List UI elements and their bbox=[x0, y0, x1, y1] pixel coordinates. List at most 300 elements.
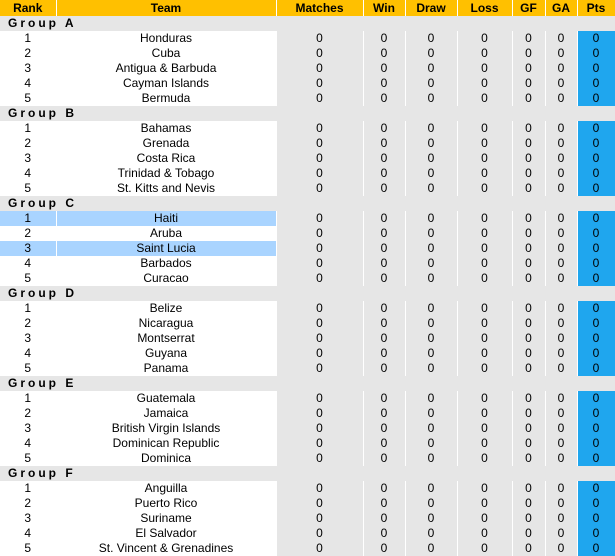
group-title: Group C bbox=[0, 196, 615, 211]
cell-ga: 0 bbox=[545, 181, 577, 196]
cell-matches: 0 bbox=[276, 271, 363, 286]
cell-pts: 0 bbox=[577, 61, 615, 76]
cell-draw: 0 bbox=[405, 61, 457, 76]
group-header-row bbox=[0, 196, 615, 211]
cell-matches: 0 bbox=[276, 421, 363, 436]
cell-team: Bermuda bbox=[56, 91, 276, 106]
table-row bbox=[0, 76, 615, 91]
cell-ga: 0 bbox=[545, 301, 577, 316]
cell-matches: 0 bbox=[276, 451, 363, 466]
cell-matches: 0 bbox=[276, 121, 363, 136]
cell-draw: 0 bbox=[405, 361, 457, 376]
cell-draw: 0 bbox=[405, 301, 457, 316]
cell-ga: 0 bbox=[545, 91, 577, 106]
cell-team: Antigua & Barbuda bbox=[56, 61, 276, 76]
cell-loss: 0 bbox=[457, 526, 512, 541]
cell-pts: 0 bbox=[577, 211, 615, 226]
cell-matches: 0 bbox=[276, 241, 363, 256]
header-matches: Matches bbox=[276, 0, 363, 16]
cell-pts: 0 bbox=[577, 541, 615, 556]
cell-matches: 0 bbox=[276, 211, 363, 226]
cell-win: 0 bbox=[363, 226, 405, 241]
cell-team: British Virgin Islands bbox=[56, 421, 276, 436]
cell-win: 0 bbox=[363, 406, 405, 421]
cell-win: 0 bbox=[363, 496, 405, 511]
cell-pts: 0 bbox=[577, 46, 615, 61]
table-row bbox=[0, 256, 615, 271]
cell-team: Jamaica bbox=[56, 406, 276, 421]
cell-win: 0 bbox=[363, 361, 405, 376]
group-header-row bbox=[0, 16, 615, 31]
cell-ga: 0 bbox=[545, 361, 577, 376]
cell-matches: 0 bbox=[276, 46, 363, 61]
cell-team: Grenada bbox=[56, 136, 276, 151]
cell-team: Nicaragua bbox=[56, 316, 276, 331]
cell-team: St. Vincent & Grenadines bbox=[56, 541, 276, 556]
cell-win: 0 bbox=[363, 31, 405, 46]
cell-pts: 0 bbox=[577, 331, 615, 346]
cell-draw: 0 bbox=[405, 511, 457, 526]
cell-team: St. Kitts and Nevis bbox=[56, 181, 276, 196]
cell-win: 0 bbox=[363, 241, 405, 256]
cell-ga: 0 bbox=[545, 46, 577, 61]
cell-win: 0 bbox=[363, 271, 405, 286]
cell-loss: 0 bbox=[457, 226, 512, 241]
table-row bbox=[0, 301, 615, 316]
cell-loss: 0 bbox=[457, 121, 512, 136]
cell-ga: 0 bbox=[545, 316, 577, 331]
header-rank: Rank bbox=[0, 0, 56, 16]
cell-ga: 0 bbox=[545, 211, 577, 226]
cell-draw: 0 bbox=[405, 136, 457, 151]
cell-ga: 0 bbox=[545, 31, 577, 46]
cell-draw: 0 bbox=[405, 496, 457, 511]
cell-team: Puerto Rico bbox=[56, 496, 276, 511]
cell-draw: 0 bbox=[405, 526, 457, 541]
cell-matches: 0 bbox=[276, 331, 363, 346]
cell-draw: 0 bbox=[405, 121, 457, 136]
cell-matches: 0 bbox=[276, 166, 363, 181]
cell-matches: 0 bbox=[276, 181, 363, 196]
cell-matches: 0 bbox=[276, 136, 363, 151]
cell-pts: 0 bbox=[577, 256, 615, 271]
cell-draw: 0 bbox=[405, 31, 457, 46]
cell-rank: 4 bbox=[0, 166, 56, 181]
cell-rank: 3 bbox=[0, 511, 56, 526]
cell-loss: 0 bbox=[457, 301, 512, 316]
cell-win: 0 bbox=[363, 421, 405, 436]
cell-rank: 5 bbox=[0, 361, 56, 376]
cell-loss: 0 bbox=[457, 316, 512, 331]
cell-matches: 0 bbox=[276, 91, 363, 106]
table-row bbox=[0, 46, 615, 61]
cell-ga: 0 bbox=[545, 331, 577, 346]
cell-matches: 0 bbox=[276, 61, 363, 76]
cell-rank: 4 bbox=[0, 76, 56, 91]
cell-rank: 1 bbox=[0, 211, 56, 226]
table-row bbox=[0, 121, 615, 136]
cell-ga: 0 bbox=[545, 241, 577, 256]
cell-ga: 0 bbox=[545, 256, 577, 271]
table-row bbox=[0, 226, 615, 241]
cell-ga: 0 bbox=[545, 496, 577, 511]
cell-pts: 0 bbox=[577, 526, 615, 541]
group-header-row bbox=[0, 106, 615, 121]
cell-win: 0 bbox=[363, 61, 405, 76]
cell-pts: 0 bbox=[577, 436, 615, 451]
cell-gf: 0 bbox=[512, 526, 545, 541]
cell-rank: 1 bbox=[0, 121, 56, 136]
cell-ga: 0 bbox=[545, 151, 577, 166]
cell-loss: 0 bbox=[457, 61, 512, 76]
cell-matches: 0 bbox=[276, 31, 363, 46]
cell-pts: 0 bbox=[577, 481, 615, 496]
cell-ga: 0 bbox=[545, 226, 577, 241]
cell-team: Dominica bbox=[56, 451, 276, 466]
cell-team: Aruba bbox=[56, 226, 276, 241]
table-row bbox=[0, 166, 615, 181]
cell-rank: 1 bbox=[0, 481, 56, 496]
cell-ga: 0 bbox=[545, 136, 577, 151]
cell-gf: 0 bbox=[512, 481, 545, 496]
cell-draw: 0 bbox=[405, 541, 457, 556]
table-row bbox=[0, 151, 615, 166]
cell-draw: 0 bbox=[405, 271, 457, 286]
cell-win: 0 bbox=[363, 136, 405, 151]
table-row bbox=[0, 406, 615, 421]
cell-pts: 0 bbox=[577, 511, 615, 526]
cell-gf: 0 bbox=[512, 421, 545, 436]
cell-rank: 2 bbox=[0, 136, 56, 151]
cell-draw: 0 bbox=[405, 436, 457, 451]
cell-rank: 1 bbox=[0, 31, 56, 46]
cell-loss: 0 bbox=[457, 436, 512, 451]
cell-gf: 0 bbox=[512, 61, 545, 76]
cell-gf: 0 bbox=[512, 331, 545, 346]
cell-draw: 0 bbox=[405, 76, 457, 91]
cell-pts: 0 bbox=[577, 166, 615, 181]
cell-ga: 0 bbox=[545, 406, 577, 421]
cell-ga: 0 bbox=[545, 391, 577, 406]
header-win: Win bbox=[363, 0, 405, 16]
cell-draw: 0 bbox=[405, 226, 457, 241]
cell-rank: 5 bbox=[0, 181, 56, 196]
header-loss: Loss bbox=[457, 0, 512, 16]
cell-matches: 0 bbox=[276, 481, 363, 496]
table-header-row bbox=[0, 0, 615, 16]
cell-gf: 0 bbox=[512, 391, 545, 406]
table-row bbox=[0, 136, 615, 151]
standings-body bbox=[0, 16, 615, 556]
cell-pts: 0 bbox=[577, 361, 615, 376]
table-row bbox=[0, 526, 615, 541]
cell-rank: 5 bbox=[0, 451, 56, 466]
cell-ga: 0 bbox=[545, 61, 577, 76]
cell-draw: 0 bbox=[405, 166, 457, 181]
cell-rank: 4 bbox=[0, 346, 56, 361]
cell-pts: 0 bbox=[577, 241, 615, 256]
cell-win: 0 bbox=[363, 151, 405, 166]
cell-win: 0 bbox=[363, 541, 405, 556]
cell-gf: 0 bbox=[512, 181, 545, 196]
cell-win: 0 bbox=[363, 391, 405, 406]
cell-loss: 0 bbox=[457, 541, 512, 556]
cell-ga: 0 bbox=[545, 121, 577, 136]
cell-gf: 0 bbox=[512, 226, 545, 241]
cell-gf: 0 bbox=[512, 436, 545, 451]
cell-gf: 0 bbox=[512, 46, 545, 61]
header-pts: Pts bbox=[577, 0, 615, 16]
cell-draw: 0 bbox=[405, 91, 457, 106]
cell-win: 0 bbox=[363, 166, 405, 181]
cell-ga: 0 bbox=[545, 166, 577, 181]
cell-loss: 0 bbox=[457, 406, 512, 421]
header-ga: GA bbox=[545, 0, 577, 16]
cell-pts: 0 bbox=[577, 181, 615, 196]
cell-gf: 0 bbox=[512, 256, 545, 271]
cell-win: 0 bbox=[363, 346, 405, 361]
table-row bbox=[0, 391, 615, 406]
cell-matches: 0 bbox=[276, 541, 363, 556]
cell-team: Montserrat bbox=[56, 331, 276, 346]
cell-matches: 0 bbox=[276, 391, 363, 406]
table-row bbox=[0, 181, 615, 196]
cell-gf: 0 bbox=[512, 166, 545, 181]
cell-matches: 0 bbox=[276, 496, 363, 511]
cell-draw: 0 bbox=[405, 181, 457, 196]
cell-team: Guatemala bbox=[56, 391, 276, 406]
cell-rank: 5 bbox=[0, 271, 56, 286]
cell-matches: 0 bbox=[276, 526, 363, 541]
cell-loss: 0 bbox=[457, 241, 512, 256]
cell-pts: 0 bbox=[577, 406, 615, 421]
cell-team: Anguilla bbox=[56, 481, 276, 496]
group-header-row bbox=[0, 286, 615, 301]
cell-loss: 0 bbox=[457, 451, 512, 466]
cell-team: Cuba bbox=[56, 46, 276, 61]
cell-team: El Salvador bbox=[56, 526, 276, 541]
cell-matches: 0 bbox=[276, 301, 363, 316]
cell-team: Trinidad & Tobago bbox=[56, 166, 276, 181]
cell-loss: 0 bbox=[457, 256, 512, 271]
cell-team: Bahamas bbox=[56, 121, 276, 136]
cell-team: Barbados bbox=[56, 256, 276, 271]
cell-loss: 0 bbox=[457, 91, 512, 106]
table-row bbox=[0, 91, 615, 106]
cell-win: 0 bbox=[363, 526, 405, 541]
cell-pts: 0 bbox=[577, 226, 615, 241]
cell-rank: 3 bbox=[0, 61, 56, 76]
cell-win: 0 bbox=[363, 91, 405, 106]
cell-gf: 0 bbox=[512, 271, 545, 286]
cell-win: 0 bbox=[363, 211, 405, 226]
cell-gf: 0 bbox=[512, 151, 545, 166]
cell-gf: 0 bbox=[512, 361, 545, 376]
table-row bbox=[0, 361, 615, 376]
cell-loss: 0 bbox=[457, 151, 512, 166]
cell-loss: 0 bbox=[457, 271, 512, 286]
cell-pts: 0 bbox=[577, 121, 615, 136]
cell-win: 0 bbox=[363, 316, 405, 331]
cell-draw: 0 bbox=[405, 316, 457, 331]
cell-matches: 0 bbox=[276, 151, 363, 166]
cell-pts: 0 bbox=[577, 316, 615, 331]
cell-rank: 4 bbox=[0, 526, 56, 541]
cell-win: 0 bbox=[363, 121, 405, 136]
cell-team: Cayman Islands bbox=[56, 76, 276, 91]
cell-rank: 3 bbox=[0, 421, 56, 436]
cell-draw: 0 bbox=[405, 346, 457, 361]
cell-matches: 0 bbox=[276, 76, 363, 91]
cell-loss: 0 bbox=[457, 361, 512, 376]
cell-pts: 0 bbox=[577, 271, 615, 286]
cell-team: Suriname bbox=[56, 511, 276, 526]
cell-matches: 0 bbox=[276, 436, 363, 451]
cell-gf: 0 bbox=[512, 316, 545, 331]
group-header-row bbox=[0, 376, 615, 391]
cell-pts: 0 bbox=[577, 76, 615, 91]
cell-draw: 0 bbox=[405, 451, 457, 466]
cell-team: Saint Lucia bbox=[56, 241, 276, 256]
table-row bbox=[0, 61, 615, 76]
cell-ga: 0 bbox=[545, 76, 577, 91]
cell-loss: 0 bbox=[457, 346, 512, 361]
cell-gf: 0 bbox=[512, 211, 545, 226]
cell-rank: 5 bbox=[0, 541, 56, 556]
table-row bbox=[0, 451, 615, 466]
cell-rank: 3 bbox=[0, 151, 56, 166]
cell-rank: 4 bbox=[0, 256, 56, 271]
cell-gf: 0 bbox=[512, 301, 545, 316]
cell-draw: 0 bbox=[405, 211, 457, 226]
cell-win: 0 bbox=[363, 481, 405, 496]
cell-win: 0 bbox=[363, 511, 405, 526]
cell-ga: 0 bbox=[545, 541, 577, 556]
cell-win: 0 bbox=[363, 76, 405, 91]
cell-rank: 2 bbox=[0, 406, 56, 421]
cell-win: 0 bbox=[363, 181, 405, 196]
cell-pts: 0 bbox=[577, 496, 615, 511]
cell-rank: 5 bbox=[0, 91, 56, 106]
cell-gf: 0 bbox=[512, 31, 545, 46]
table-row bbox=[0, 31, 615, 46]
cell-pts: 0 bbox=[577, 151, 615, 166]
cell-team: Panama bbox=[56, 361, 276, 376]
cell-loss: 0 bbox=[457, 331, 512, 346]
cell-win: 0 bbox=[363, 46, 405, 61]
cell-team: Guyana bbox=[56, 346, 276, 361]
cell-ga: 0 bbox=[545, 451, 577, 466]
cell-loss: 0 bbox=[457, 181, 512, 196]
table-row bbox=[0, 511, 615, 526]
table-row bbox=[0, 541, 615, 556]
cell-loss: 0 bbox=[457, 421, 512, 436]
cell-draw: 0 bbox=[405, 46, 457, 61]
table-row bbox=[0, 241, 615, 256]
cell-draw: 0 bbox=[405, 421, 457, 436]
cell-rank: 2 bbox=[0, 496, 56, 511]
cell-win: 0 bbox=[363, 331, 405, 346]
cell-rank: 1 bbox=[0, 301, 56, 316]
cell-draw: 0 bbox=[405, 151, 457, 166]
cell-gf: 0 bbox=[512, 91, 545, 106]
cell-rank: 4 bbox=[0, 436, 56, 451]
cell-draw: 0 bbox=[405, 406, 457, 421]
cell-gf: 0 bbox=[512, 346, 545, 361]
cell-gf: 0 bbox=[512, 496, 545, 511]
table-row bbox=[0, 271, 615, 286]
group-header-row bbox=[0, 466, 615, 481]
cell-ga: 0 bbox=[545, 436, 577, 451]
table-row bbox=[0, 331, 615, 346]
cell-rank: 2 bbox=[0, 226, 56, 241]
cell-loss: 0 bbox=[457, 391, 512, 406]
cell-ga: 0 bbox=[545, 481, 577, 496]
cell-loss: 0 bbox=[457, 136, 512, 151]
cell-loss: 0 bbox=[457, 211, 512, 226]
cell-team: Haiti bbox=[56, 211, 276, 226]
cell-ga: 0 bbox=[545, 346, 577, 361]
cell-pts: 0 bbox=[577, 136, 615, 151]
cell-team: Dominican Republic bbox=[56, 436, 276, 451]
cell-ga: 0 bbox=[545, 421, 577, 436]
cell-loss: 0 bbox=[457, 31, 512, 46]
table-row bbox=[0, 211, 615, 226]
group-title: Group F bbox=[0, 466, 615, 481]
cell-draw: 0 bbox=[405, 256, 457, 271]
table-row bbox=[0, 481, 615, 496]
cell-matches: 0 bbox=[276, 226, 363, 241]
cell-matches: 0 bbox=[276, 346, 363, 361]
group-title: Group A bbox=[0, 16, 615, 31]
cell-loss: 0 bbox=[457, 46, 512, 61]
cell-gf: 0 bbox=[512, 541, 545, 556]
cell-rank: 2 bbox=[0, 46, 56, 61]
cell-pts: 0 bbox=[577, 31, 615, 46]
cell-team: Costa Rica bbox=[56, 151, 276, 166]
cell-pts: 0 bbox=[577, 451, 615, 466]
cell-gf: 0 bbox=[512, 451, 545, 466]
cell-matches: 0 bbox=[276, 256, 363, 271]
cell-loss: 0 bbox=[457, 166, 512, 181]
cell-matches: 0 bbox=[276, 406, 363, 421]
table-row bbox=[0, 436, 615, 451]
cell-matches: 0 bbox=[276, 511, 363, 526]
table-row bbox=[0, 421, 615, 436]
cell-team: Belize bbox=[56, 301, 276, 316]
group-title: Group B bbox=[0, 106, 615, 121]
header-gf: GF bbox=[512, 0, 545, 16]
cell-rank: 3 bbox=[0, 331, 56, 346]
cell-pts: 0 bbox=[577, 346, 615, 361]
cell-gf: 0 bbox=[512, 241, 545, 256]
cell-gf: 0 bbox=[512, 136, 545, 151]
cell-rank: 3 bbox=[0, 241, 56, 256]
cell-matches: 0 bbox=[276, 361, 363, 376]
cell-ga: 0 bbox=[545, 526, 577, 541]
cell-pts: 0 bbox=[577, 301, 615, 316]
cell-win: 0 bbox=[363, 451, 405, 466]
cell-loss: 0 bbox=[457, 496, 512, 511]
cell-ga: 0 bbox=[545, 271, 577, 286]
cell-team: Honduras bbox=[56, 31, 276, 46]
cell-gf: 0 bbox=[512, 406, 545, 421]
cell-gf: 0 bbox=[512, 511, 545, 526]
header-draw: Draw bbox=[405, 0, 457, 16]
cell-draw: 0 bbox=[405, 331, 457, 346]
cell-matches: 0 bbox=[276, 316, 363, 331]
table-row bbox=[0, 346, 615, 361]
